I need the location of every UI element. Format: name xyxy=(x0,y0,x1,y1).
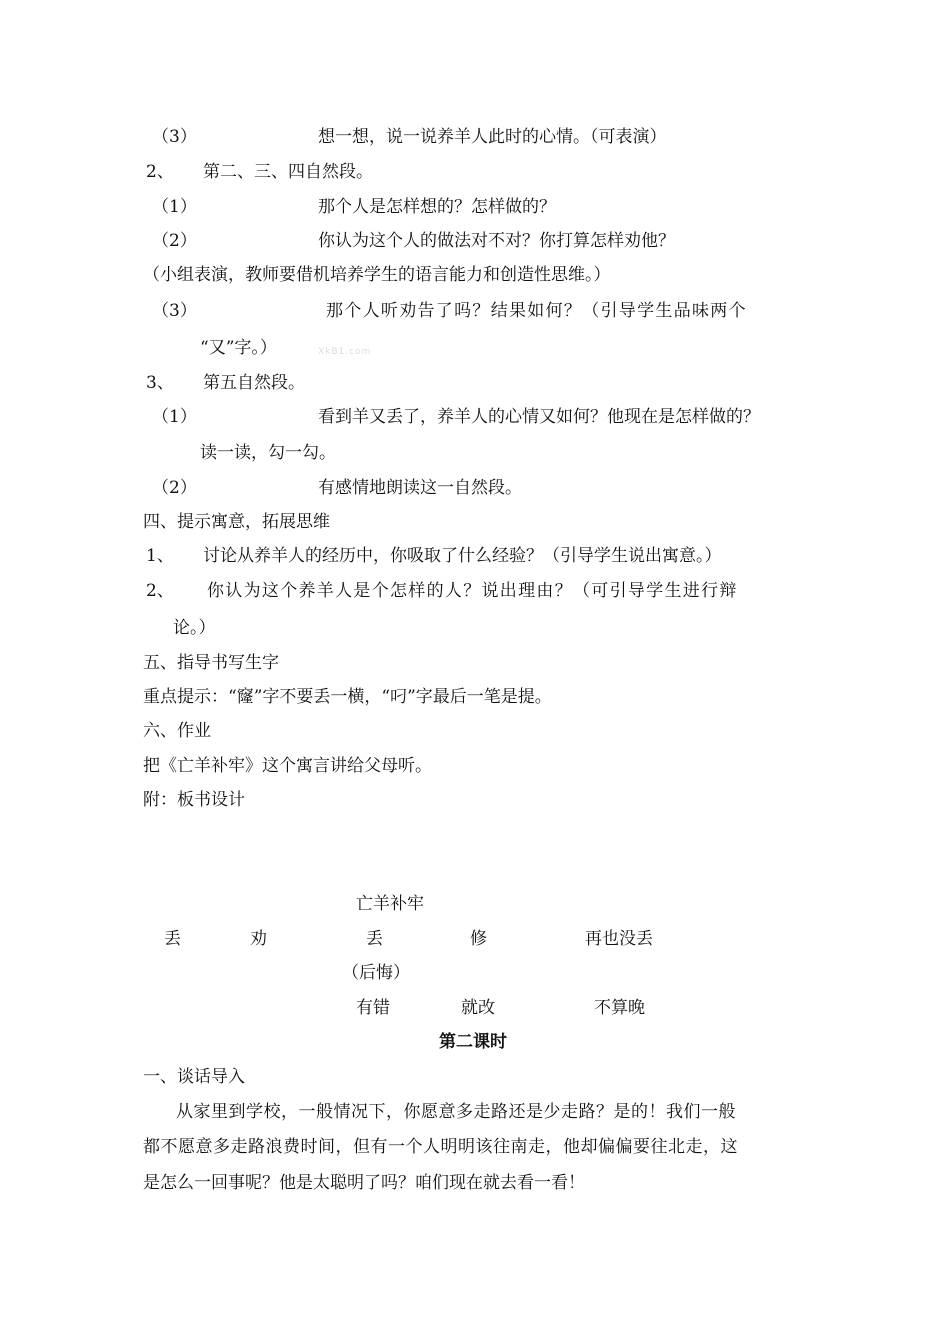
item-number: 2、 xyxy=(146,581,174,601)
text-line: 第五自然段。 xyxy=(203,373,305,393)
section-heading: 六、作业 xyxy=(143,721,211,741)
section-heading: 五、指导书写生字 xyxy=(143,653,279,673)
item-number: （1） xyxy=(152,407,197,427)
board-title: 亡羊补牢 xyxy=(356,894,424,914)
item-number: （3） xyxy=(152,127,197,147)
text-line: 讨论从养羊人的经历中，你吸取了什么经验？（引导学生说出寓意。） xyxy=(203,546,722,566)
board-item: 丢 xyxy=(366,929,383,949)
watermark: XkB1.com xyxy=(318,347,372,357)
text-line: 那个人是怎样想的？怎样做的？ xyxy=(318,197,556,217)
text-line: 附：板书设计 xyxy=(143,790,245,810)
board-item: 不算晚 xyxy=(594,998,645,1018)
item-number: （1） xyxy=(152,197,197,217)
paragraph-line: 从家里到学校，一般情况下，你愿意多走路还是少走路？是的！我们一般 xyxy=(176,1102,736,1122)
board-item: 修 xyxy=(470,929,487,949)
section-heading: 一、谈话导入 xyxy=(143,1067,245,1087)
item-number: （2） xyxy=(152,478,197,498)
board-item: 就改 xyxy=(461,998,495,1018)
lesson-heading: 第二课时 xyxy=(439,1032,507,1052)
board-item: 劝 xyxy=(250,929,267,949)
board-item: 丢 xyxy=(164,929,181,949)
text-line: 重点提示：“窿”字不要丢一横，“叼”字最后一笔是提。 xyxy=(143,687,552,707)
paragraph-line: 是怎么一回事呢？他是太聪明了吗？咱们现在就去看一看！ xyxy=(143,1173,585,1193)
text-line: 那个人听劝告了吗？结果如何？（引导学生品味两个 xyxy=(326,301,747,321)
text-line: 看到羊又丢了，养羊人的心情又如何？他现在是怎样做的？ xyxy=(318,407,760,427)
text-line: 想一想，说一说养羊人此时的心情。（可表演） xyxy=(318,127,667,147)
item-number: 3、 xyxy=(146,373,174,393)
text-line: 把《亡羊补牢》这个寓言讲给父母听。 xyxy=(143,756,432,776)
text-line: 你认为这个养羊人是个怎样的人？说出理由？（可引导学生进行辩 xyxy=(207,581,738,601)
item-number: 2、 xyxy=(146,162,174,182)
section-heading: 四、提示寓意，拓展思维 xyxy=(143,512,330,532)
text-line: 读一读，勾一勾。 xyxy=(200,443,336,463)
text-line: 论。） xyxy=(173,618,216,638)
item-number: （3） xyxy=(152,301,197,321)
board-item: 再也没丢 xyxy=(585,929,653,949)
item-number: （2） xyxy=(152,231,197,251)
board-item: （后悔） xyxy=(342,963,410,983)
text-line: “又”字。） xyxy=(200,338,277,358)
text-line: （小组表演，教师要借机培养学生的语言能力和创造性思维。） xyxy=(143,265,611,285)
text-line: 你认为这个人的做法对不对？你打算怎样劝他？ xyxy=(318,231,675,251)
paragraph-line: 都不愿意多走路浪费时间，但有一个人明明该往南走，他却偏偏要往北走，这 xyxy=(143,1137,738,1157)
board-item: 有错 xyxy=(356,998,390,1018)
item-number: 1、 xyxy=(146,546,174,566)
text-line: 第二、三、四自然段。 xyxy=(203,162,373,182)
text-line: 有感情地朗读这一自然段。 xyxy=(318,478,522,498)
